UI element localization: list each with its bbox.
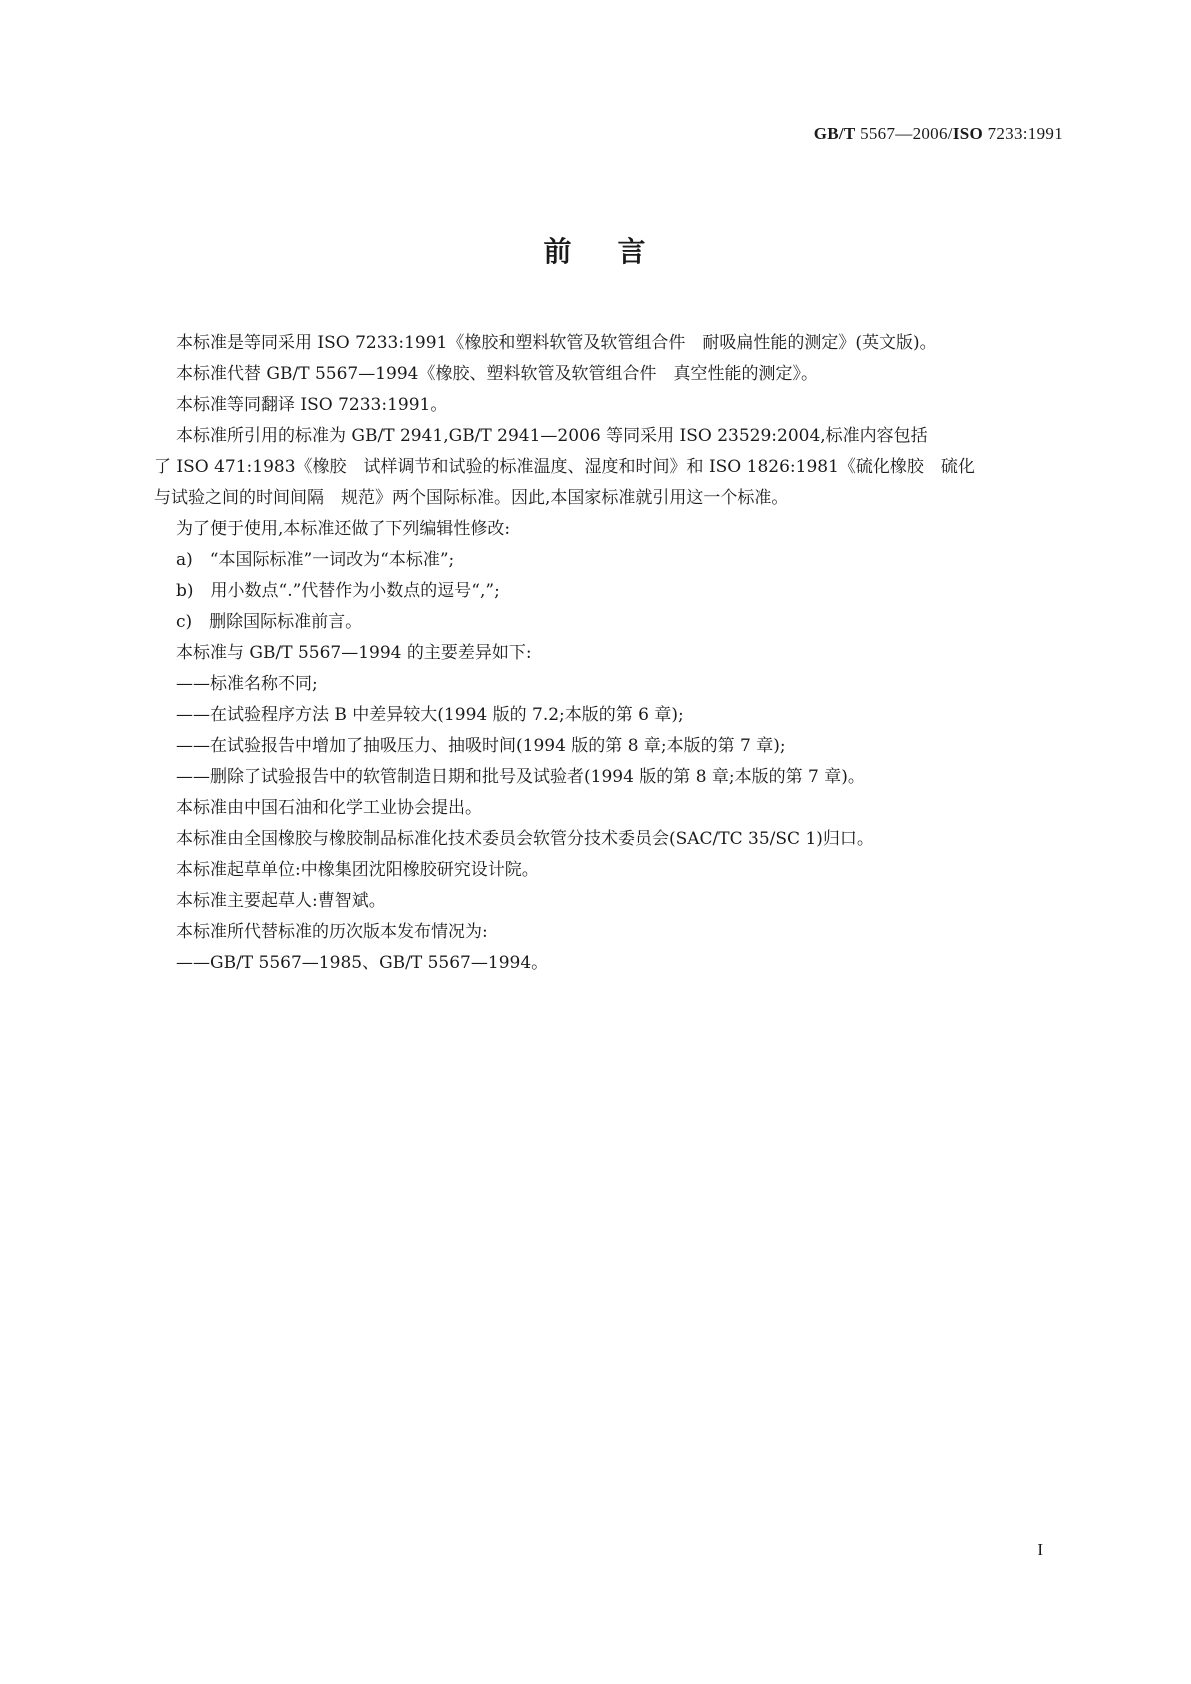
page-title-char-2: 言 xyxy=(617,235,648,268)
paragraph-adoption: 本标准是等同采用 ISO 7233:1991《橡胶和塑料软管及软管组合件 耐吸扁性能的测定》(英文版)。 xyxy=(176,333,937,353)
paragraph-drafting-unit: 本标准起草单位:中橡集团沈阳橡胶研究设计院。 xyxy=(176,860,539,880)
standard-code-iso: ISO xyxy=(952,124,984,143)
standard-code-iso-number: 7233:1991 xyxy=(983,124,1063,143)
page-title-char-1: 前 xyxy=(543,235,574,268)
difference-item-3: ——在试验报告中增加了抽吸压力、抽吸时间(1994 版的第 8 章;本版的第 7 章); xyxy=(176,736,786,756)
paragraph-differences: 本标准与 GB/T 5567—1994 的主要差异如下: xyxy=(176,643,532,663)
standard-code-gb-number: 5567—2006/ xyxy=(855,124,953,143)
paragraph-proposer: 本标准由中国石油和化学工业协会提出。 xyxy=(176,798,482,818)
paragraph-editorial-changes: 为了便于使用,本标准还做了下列编辑性修改: xyxy=(176,519,511,539)
paragraph-references-line-1: 本标准所引用的标准为 GB/T 2941,GB/T 2941—2006 等同采用 ISO 23529:2004,标准内容包括 xyxy=(176,426,928,446)
standard-code-gb: GB/T xyxy=(813,124,856,143)
difference-item-2: ——在试验程序方法 B 中差异较大(1994 版的 7.2;本版的第 6 章); xyxy=(176,705,684,725)
difference-item-4: ——删除了试验报告中的软管制造日期和批号及试验者(1994 版的第 8 章;本版的第 7 章)。 xyxy=(176,767,865,787)
paragraph-references-line-3: 与试验之间的时间间隔 规范》两个国际标准。因此,本国家标准就引用这一个标准。 xyxy=(154,488,789,508)
list-item-c: c) 删除国际标准前言。 xyxy=(176,612,363,632)
foreword-body xyxy=(154,328,1058,979)
paragraph-translation: 本标准等同翻译 ISO 7233:1991。 xyxy=(176,395,448,415)
paragraph-history: 本标准所代替标准的历次版本发布情况为: xyxy=(176,922,488,942)
page-title xyxy=(0,230,1191,270)
paragraph-replaces: 本标准代替 GB/T 5567—1994《橡胶、塑料软管及软管组合件 真空性能的测定》。 xyxy=(176,364,818,384)
page-number: I xyxy=(1037,1540,1043,1559)
paragraph-drafter: 本标准主要起草人:曹智斌。 xyxy=(176,891,386,911)
difference-item-1: ——标准名称不同; xyxy=(176,674,318,694)
paragraph-committee: 本标准由全国橡胶与橡胶制品标准化技术委员会软管分技术委员会(SAC/TC 35/SC 1)归口。 xyxy=(176,829,874,849)
standard-code xyxy=(814,124,1063,144)
paragraph-references-line-2: 了 ISO 471:1983《橡胶 试样调节和试验的标准温度、湿度和时间》和 ISO 1826:1981《硫化橡胶 硫化 xyxy=(154,457,975,477)
history-item: ——GB/T 5567—1985、GB/T 5567—1994。 xyxy=(176,953,549,973)
list-item-a: a) “本国际标准”一词改为“本标准”; xyxy=(176,550,455,570)
list-item-b: b) 用小数点“.”代替作为小数点的逗号“,”; xyxy=(176,581,500,601)
